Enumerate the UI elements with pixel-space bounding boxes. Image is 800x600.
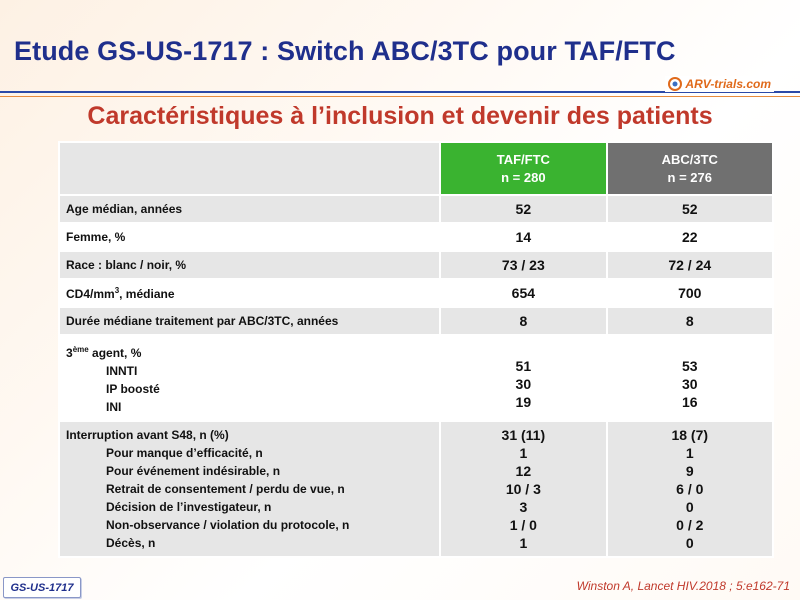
cell-taf-ftc: 14	[440, 223, 606, 251]
value: 0	[685, 535, 694, 551]
citation: Winston A, Lancet HIV.2018 ; 5:e162-71	[576, 579, 790, 593]
cell-taf-ftc: 654	[440, 279, 606, 307]
value: 0	[685, 499, 694, 515]
cell-abc-3tc	[607, 335, 773, 421]
table-row	[59, 195, 773, 223]
value: 1	[519, 445, 528, 461]
value: 53	[681, 358, 698, 374]
sub-label: Décision de l’investigateur, n	[106, 500, 272, 514]
cell-abc-3tc: 22	[607, 223, 773, 251]
header-abc-3tc-name: ABC/3TC	[661, 151, 718, 167]
sub-label: Non-observance / violation du protocole, n	[106, 518, 350, 532]
row-label	[59, 279, 440, 307]
sub-label: Pour manque d’efficacité, n	[106, 446, 263, 460]
sub-label: Pour événement indésirable, n	[106, 464, 281, 478]
header-abc-3tc	[607, 142, 773, 195]
value: 30	[681, 376, 698, 392]
cell-abc-3tc: 72 / 24	[607, 251, 773, 279]
value: 1 / 0	[509, 517, 537, 533]
cell-abc-3tc	[607, 421, 773, 557]
value: 31 (11)	[501, 427, 546, 443]
cell-taf-ftc	[440, 421, 606, 557]
cell-taf-ftc: 73 / 23	[440, 251, 606, 279]
logo-text: ARV-trials.com	[685, 77, 771, 91]
row-label: Durée médiane traitement par ABC/3TC, années	[59, 307, 440, 335]
table-row	[59, 251, 773, 279]
header-taf-ftc	[440, 142, 606, 195]
slide-title: Etude GS-US-1717 : Switch ABC/3TC pour TAF/FTC	[14, 36, 676, 66]
sub-label: Décès, n	[106, 536, 156, 550]
third-agent-heading	[66, 341, 433, 362]
header-empty-cell	[59, 142, 440, 195]
cell-taf-ftc: 52	[440, 195, 606, 223]
sub-label: INI	[106, 399, 122, 414]
value: 6 / 0	[676, 481, 704, 497]
cell-abc-3tc: 700	[607, 279, 773, 307]
value: 3	[519, 499, 528, 515]
row-label: Age médian, années	[59, 195, 440, 223]
label-rest: agent, %	[88, 345, 142, 360]
cell-taf-ftc	[440, 335, 606, 421]
table-row	[59, 421, 773, 557]
slide-subtitle: Caractéristiques à l’inclusion et devenir des patients	[87, 102, 713, 130]
value: 10 / 3	[505, 481, 541, 497]
sub-label: INNTI	[106, 363, 138, 378]
cell-abc-3tc: 52	[607, 195, 773, 223]
table-header-row	[59, 142, 773, 195]
cell-abc-3tc: 8	[607, 307, 773, 335]
value: 30	[515, 376, 532, 392]
value: 12	[515, 463, 532, 479]
arv-trials-logo[interactable]	[665, 76, 774, 92]
sub-label: Retrait de consentement / perdu de vue, n	[106, 482, 345, 496]
row-label-third-agent	[59, 335, 440, 421]
row-label: Race : blanc / noir, %	[59, 251, 440, 279]
interruption-heading: Interruption avant S48, n (%)	[66, 428, 229, 442]
title-divider-orange	[0, 96, 800, 97]
table-row	[59, 279, 773, 307]
label-superscript: 3	[114, 285, 120, 295]
patient-characteristics-table	[58, 141, 774, 558]
header-abc-3tc-n: n = 276	[667, 169, 712, 185]
value: 1	[519, 535, 528, 551]
label-number: 3	[66, 345, 73, 360]
header-taf-ftc-name: TAF/FTC	[496, 151, 550, 167]
value: 51	[515, 358, 532, 374]
study-badge: GS-US-1717	[3, 577, 81, 598]
table-row	[59, 335, 773, 421]
table-row	[59, 307, 773, 335]
sub-label: IP boosté	[106, 381, 160, 396]
value: 19	[515, 394, 532, 410]
table-row	[59, 223, 773, 251]
value: 16	[681, 394, 698, 410]
value: 1	[685, 445, 694, 461]
value: 0 / 2	[676, 517, 704, 533]
label-superscript: ème	[72, 344, 89, 354]
value: 9	[685, 463, 694, 479]
header-taf-ftc-n: n = 280	[501, 169, 546, 185]
cell-taf-ftc: 8	[440, 307, 606, 335]
row-label: Femme, %	[59, 223, 440, 251]
row-label-interruption	[59, 421, 440, 557]
value: 18 (7)	[671, 427, 709, 443]
label-base: CD4/mm	[66, 286, 115, 301]
logo-swirl-icon	[668, 77, 682, 91]
label-rest: , médiane	[119, 286, 175, 301]
